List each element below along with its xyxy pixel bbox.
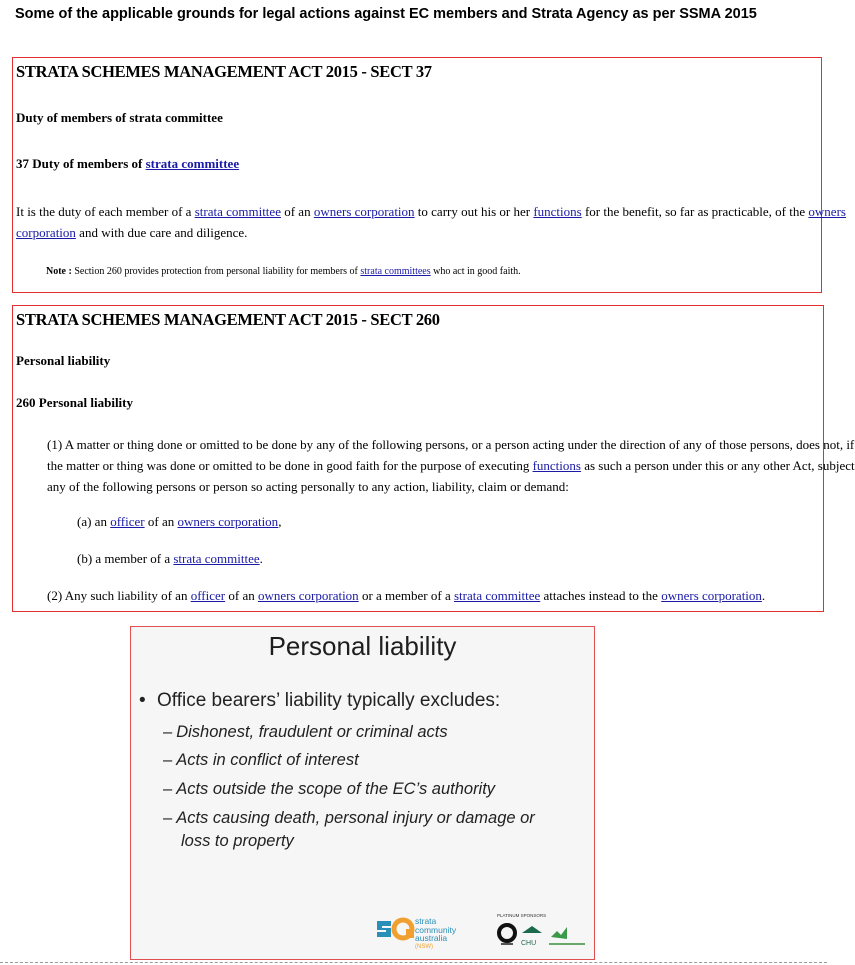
slide-sub-item-text: Acts in conflict of interest — [176, 751, 359, 769]
sect-37-note — [46, 261, 521, 282]
page-divider — [0, 962, 827, 963]
para-text: any of the following persons or person so acting personally to any action, liability, claim or demand: — [47, 479, 569, 494]
sect-37-subtitle: Duty of members of strata committee — [16, 110, 223, 125]
owners-corporation-link[interactable]: owners corporation — [257, 588, 359, 603]
logo-line: community — [415, 924, 457, 935]
strata-committee-link[interactable]: strata committee — [194, 204, 281, 219]
owners-corporation-link[interactable]: owners corporation — [661, 588, 762, 603]
item-text: (a) an — [77, 514, 111, 529]
note-text: Section 260 provides protection from personal liability for members of — [74, 266, 361, 277]
item-text: , — [278, 514, 282, 529]
slide-sub-item-continued: loss to property — [181, 832, 294, 850]
officer-link[interactable]: officer — [190, 588, 226, 603]
sect-260-title: STRATA SCHEMES MANAGEMENT ACT 2015 - SECT 260 — [16, 310, 440, 329]
sect-260-item-b — [77, 548, 263, 569]
para-text: (1) A matter or thing done or omitted to be done by any of the following persons, or a person acting under the direction of any of those persons, does not, if — [47, 437, 855, 452]
sca-logo-text — [415, 917, 456, 951]
slide-sub-item — [163, 780, 495, 799]
slide-sub-item — [163, 751, 359, 770]
sect-37-title: STRATA SCHEMES MANAGEMENT ACT 2015 - SECT 37 — [16, 62, 432, 81]
sect-260-box — [12, 305, 855, 612]
body-text: and with due care and diligence. — [75, 225, 248, 240]
sponsor-circle-logo-icon — [497, 923, 517, 947]
para-text: the matter or thing was done or omitted to be done in good faith for the purpose of executing — [47, 458, 533, 473]
body-text: for the benefit, so far as practicable, of the — [581, 204, 809, 219]
strata-committees-link[interactable]: strata committees — [360, 266, 431, 277]
dash-icon: – — [163, 751, 173, 769]
strata-community-australia-logo-icon — [373, 915, 417, 943]
personal-liability-slide — [130, 626, 595, 960]
item-text: . — [259, 551, 263, 566]
note-text: who act in good faith. — [430, 266, 521, 277]
sect-260-subtitle: Personal liability — [16, 353, 111, 368]
para-text: of an — [225, 588, 258, 603]
body-text: to carry out his or her — [414, 204, 534, 219]
sect-37-heading-text: 37 Duty of members of — [16, 156, 146, 171]
slide-sub-item-text: Acts causing death, personal injury or damage or — [176, 809, 535, 827]
owners-corporation-link[interactable]: owners — [808, 204, 846, 219]
item-text: (b) a member of a — [77, 551, 174, 566]
sponsor-logos — [373, 911, 593, 955]
logo-line: strata — [415, 916, 437, 926]
owners-corporation-link[interactable]: owners corporation — [177, 514, 279, 529]
dash-icon: – — [163, 780, 173, 798]
dash-icon: – — [163, 723, 173, 741]
slide-sub-item-text: Dishonest, fraudulent or criminal acts — [176, 723, 448, 741]
sect-37-heading — [16, 156, 239, 172]
slide-sub-item-text: Acts outside the scope of the EC’s authority — [176, 780, 496, 798]
body-text: of an — [280, 204, 314, 219]
sect-260-heading: 260 Personal liability — [16, 395, 133, 410]
strata-committee-link[interactable]: strata committee — [145, 156, 240, 171]
para-text: . — [761, 588, 766, 603]
slide-sub-item — [163, 809, 535, 828]
owners-corporation-link[interactable]: corporation — [16, 225, 76, 240]
functions-link[interactable]: functions — [532, 458, 581, 473]
para-text: attaches instead to the — [540, 588, 662, 603]
dash-icon: – — [163, 809, 173, 827]
sect-260-item-a — [77, 511, 281, 532]
sponsors-label: PLATINUM SPONSORS — [497, 913, 547, 918]
note-label: Note : — [46, 266, 75, 277]
para-text: or a member of a — [358, 588, 454, 603]
slide-sub-item — [163, 723, 448, 742]
sect-260-para-2 — [47, 585, 765, 606]
logo-line: australia — [415, 933, 448, 943]
chu-logo-icon — [521, 923, 543, 937]
sect-37-body — [16, 201, 846, 243]
item-text: of an — [144, 514, 178, 529]
officer-link[interactable]: officer — [110, 514, 145, 529]
slide-bullet — [139, 690, 500, 712]
sponsor-leaf-logo-icon — [547, 923, 587, 951]
logo-line: (NSW) — [415, 943, 433, 950]
slide-bullet-text: Office bearers’ liability typically excludes: — [157, 690, 501, 711]
para-text: (2) Any such liability of an — [47, 588, 191, 603]
owners-corporation-link[interactable]: owners corporation — [313, 204, 415, 219]
bullet-dot-icon: • — [139, 690, 146, 711]
sect-260-para-1 — [47, 434, 855, 497]
functions-link[interactable]: functions — [533, 204, 582, 219]
body-text: It is the duty of each member of a — [16, 204, 195, 219]
page-heading: Some of the applicable grounds for legal actions against EC members and Strata Agency as per SSMA 2015 — [15, 6, 757, 22]
sect-37-box — [12, 57, 846, 293]
chu-logo — [521, 923, 543, 947]
chu-logo-text: CHU — [521, 940, 537, 947]
strata-committee-link[interactable]: strata committee — [173, 551, 260, 566]
slide-title: Personal liability — [268, 631, 457, 661]
strata-committee-link[interactable]: strata committee — [453, 588, 541, 603]
para-text: as such a person under this or any other Act, subject — [580, 458, 855, 473]
